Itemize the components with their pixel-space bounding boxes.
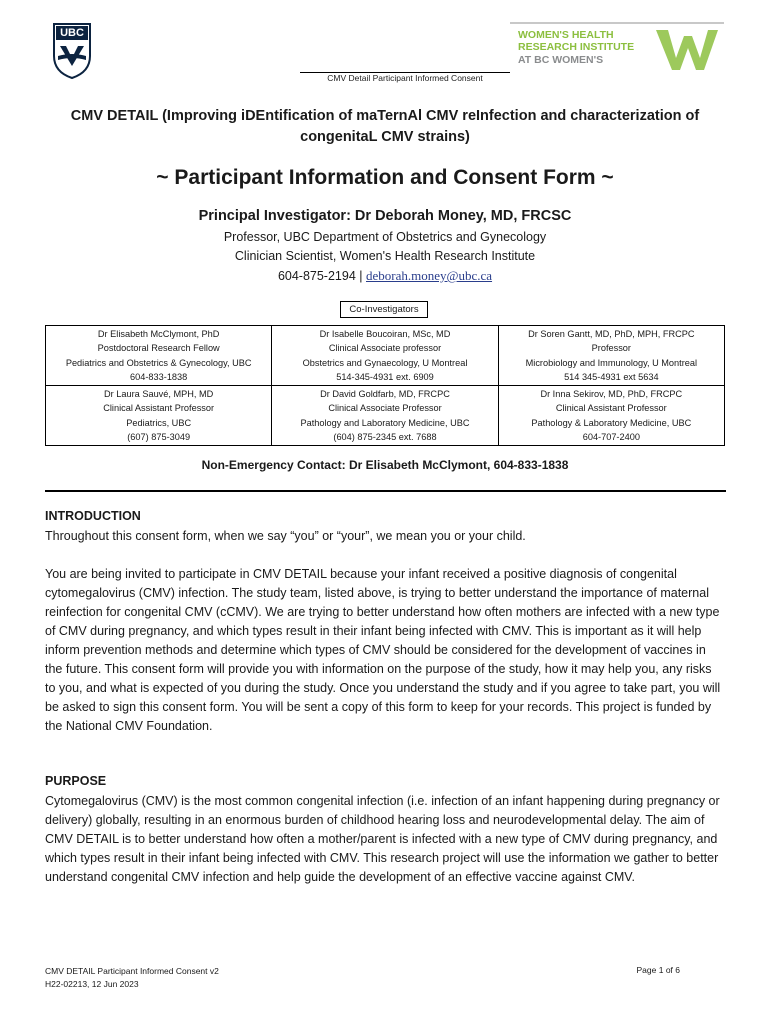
pi-phone: 604-875-2194 | [277,269,363,283]
co-investigator-cell: Dr Inna Sekirov, MD, PhD, FRCPC Clinical Assistant Professor Pathology & Laboratory Medicine, UBC 604-707-2400 [498,386,724,446]
purpose-heading: PURPOSE [45,774,107,788]
whri-logo [510,22,724,76]
study-title: CMV DETAIL (Improving iDEntification of maTernAl CMV reInfection and characterization of congenitaL CMV strains) [70,108,700,145]
header-caption: CMV Detail Participant Informed Consent [327,73,483,83]
non-emergency-contact: Non-Emergency Contact: Dr Elisabeth McClymont, 604-833-1838 [201,458,569,472]
footer-version-line: CMV DETAIL Participant Informed Consent v2 [45,966,219,976]
page-number: Page 1 of 6 [636,965,680,975]
co-investigator-cell: Dr Elisabeth McClymont, PhD Postdoctoral Research Fellow Pediatrics and Obstetrics & Gynecology, UBC 604-833-1838 [46,326,272,386]
co-investigators-label: Co-Investigators [340,301,428,318]
section-divider [45,490,726,492]
table-row [46,326,725,386]
pi-email-link[interactable]: deborah.money@ubc.ca [366,268,493,283]
co-investigator-cell: Dr Isabelle Boucoiran, MSc, MD Clinical Associate professor Obstetrics and Gynaecology, U Montreal 514-345-4931 ext. 6909 [272,326,498,386]
whri-logo-line1: WOMEN'S HEALTH [518,29,614,41]
ubc-logo-text: UBC [60,27,84,39]
pi-role: Professor, UBC Department of Obstetrics and Gynecology [223,230,547,244]
whri-logo-line2: RESEARCH INSTITUTE [518,40,635,53]
ubc-logo [52,22,92,80]
pi-contact [40,268,730,284]
intro-paragraph-2: You are being invited to participate in CMV DETAIL because your infant received a positive diagnosis of congenital cytomegalovirus (CMV) infection. The study team, listed above, is trying to better understand the importance of maternal reinfection for congenital CMV (cCMV). We are trying to better understand how often mothers are infected with a new type of CMV during pregnancy, and which types result in their infant being infected with CMV. This is important as it will help inform prevention methods and determine which types of CMV should be considered for the development of vaccines in the future. This consent form will provide you with information on the purpose of the study, how it may help you, any risks to you, and what is expected of you during the study. Once you understand the study and if you agree to take part, you will be asked to sign this consent form. You will be sent a copy of this form to keep for your records. This project is funded by the National CMV Foundation. [45,567,721,733]
co-investigators-table [45,325,725,446]
intro-paragraph-1: Throughout this consent form, when we say “you” or “your”, we mean you or your child. [45,529,526,543]
table-row [46,386,725,446]
form-title: ~ Participant Information and Consent Form ~ [156,166,614,189]
footer-version [45,965,219,991]
purpose-paragraph: Cytomegalovirus (CMV) is the most common congenital infection (i.e. infection of an infant happening during pregnancy or delivery) globally, resulting in an enormous burden of childhood hearing loss and neurodevelopmental delay. The aim of CMV DETAIL is to better understand how often a mother/parent is infected with a new type of CMV during pregnancy, and which types result in their infant being infected with CMV. This research project will use the information we gather to better understand congenital CMV infection and help guide the development of an effective vaccine against CMV. [45,794,720,884]
whri-w-mark [654,28,720,72]
whri-logo-line3: AT BC WOMEN'S [518,54,604,66]
footer-id-date: H22-02213, 12 Jun 2023 [45,979,139,989]
co-investigator-cell: Dr Laura Sauvé, MPH, MD Clinical Assistant Professor Pediatrics, UBC (607) 875-3049 [46,386,272,446]
intro-heading: INTRODUCTION [45,509,141,523]
co-investigator-cell: Dr Soren Gantt, MD, PhD, MPH, FRCPC Professor Microbiology and Immunology, U Montreal 514 345-4931 ext 5634 [498,326,724,386]
principal-investigator: Principal Investigator: Dr Deborah Money, MD, FRCSC [198,208,572,224]
co-investigator-cell: Dr David Goldfarb, MD, FRCPC Clinical Associate Professor Pathology and Laboratory Medicine, UBC (604) 875-2345 ext. 7688 [272,386,498,446]
pi-role2: Clinician Scientist, Women's Health Research Institute [234,249,536,263]
